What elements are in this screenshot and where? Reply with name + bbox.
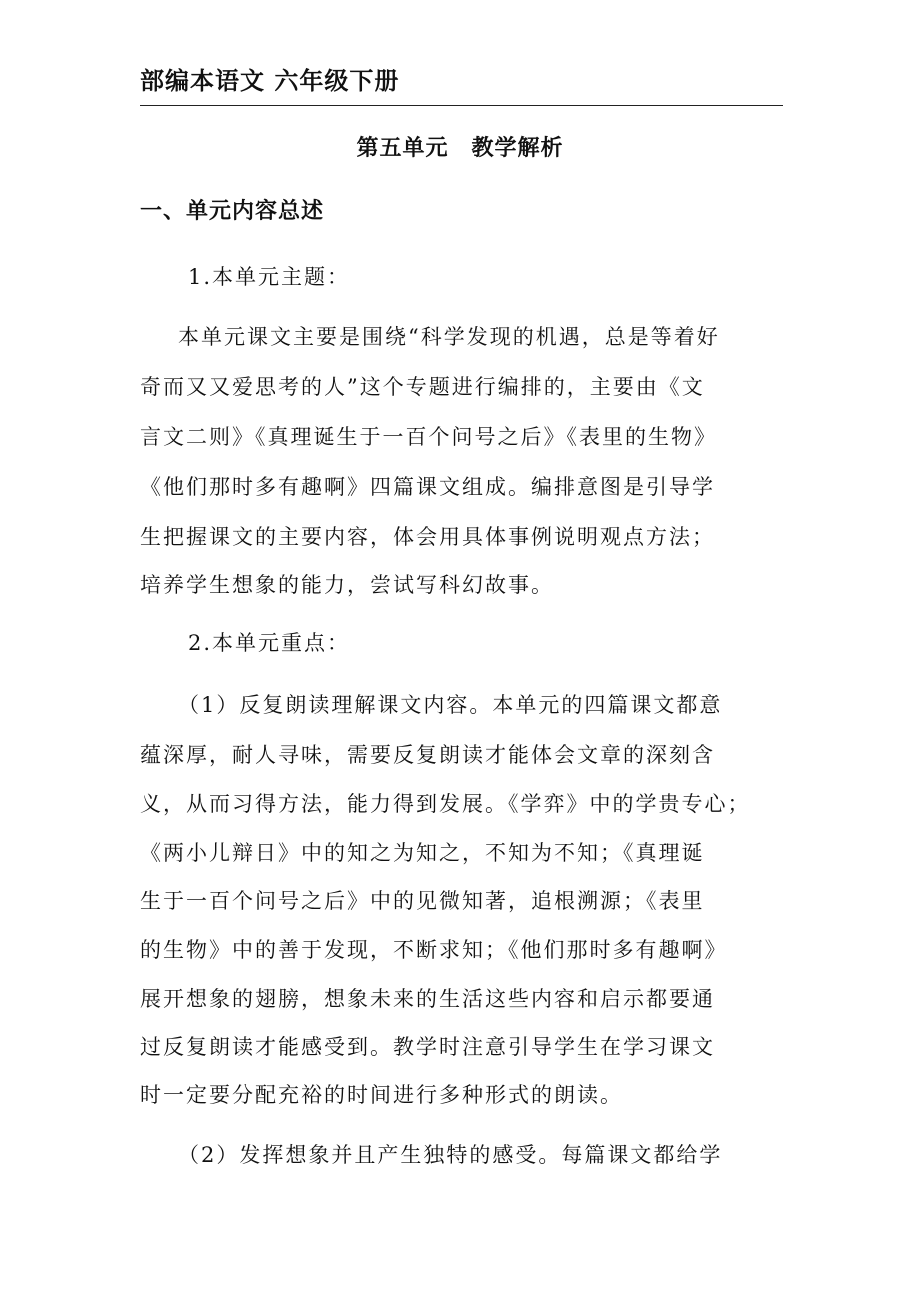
paragraph-line: 过反复朗读才能感受到。教学时注意引导学生在学习课文: [140, 1035, 715, 1059]
paragraph-line: 的生物》中的善于发现，不断求知；《他们那时多有趣啊》: [140, 938, 728, 962]
page-header: 部编本语文 六年级下册: [140, 67, 400, 95]
subheading-focus: 2.本单元重点：: [188, 631, 351, 655]
document-title: 第五单元 教学解析: [356, 135, 564, 161]
paragraph-line: 《他们那时多有趣啊》四篇课文组成。编排意图是引导学: [140, 475, 715, 499]
paragraph-line: 《两小儿辩日》中的知之为知之，不知为不知；《真理诞: [140, 841, 705, 865]
header-divider: [140, 105, 783, 106]
subheading-theme: 1.本单元主题：: [188, 265, 351, 289]
paragraph-line: 生于一百个问号之后》中的见微知著，追根溯源；《表里: [140, 889, 705, 913]
paragraph-line: 蕴深厚，耐人寻味，需要反复朗读才能体会文章的深刻含: [140, 743, 715, 767]
section-heading: 一、单元内容总述: [140, 198, 325, 224]
paragraph-line: 奇而又又爱思考的人”这个专题进行编排的，主要由《文: [140, 375, 705, 399]
paragraph-line: 言文二则》《真理诞生于一百个问号之后》《表里的生物》: [140, 425, 717, 449]
paragraph-line: 展开想象的翅膀，想象未来的生活这些内容和启示都要通: [140, 987, 715, 1011]
paragraph-line: 时一定要分配充裕的时间进行多种形式的朗读。: [140, 1083, 623, 1107]
paragraph-line: （2）发挥想象并且产生独特的感受。每篇课文都给学: [178, 1143, 723, 1167]
paragraph-line: 本单元课文主要是围绕“科学发现的机遇，总是等着好: [178, 325, 720, 349]
paragraph-line: 培养学生想象的能力，尝试写科幻故事。: [140, 573, 554, 597]
paragraph-line: 义，从而习得方法，能力得到发展。《学弈》中的学贵专心；: [140, 792, 751, 816]
paragraph-line: 生把握课文的主要内容，体会用具体事例说明观点方法；: [140, 525, 715, 549]
paragraph-line: （1）反复朗读理解课文内容。本单元的四篇课文都意: [178, 693, 723, 717]
